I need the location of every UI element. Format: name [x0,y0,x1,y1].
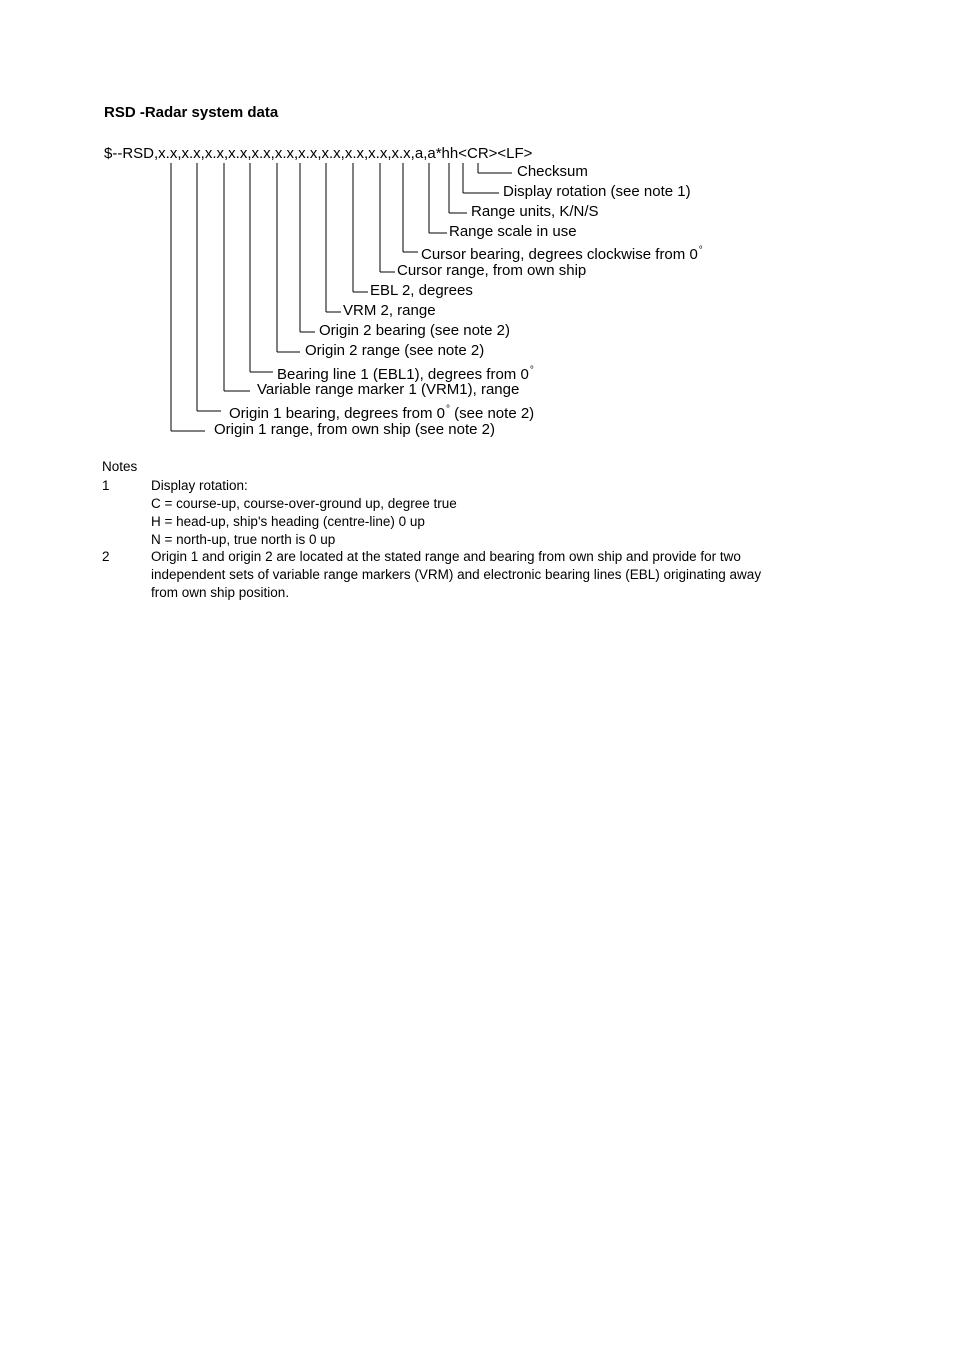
field-label [229,401,534,423]
page-title: RSD -Radar system data [104,104,279,121]
field-label-text: Cursor range, from own ship [397,262,587,279]
field-label [471,203,599,221]
field-label-text: Origin 1 range, from own ship (see note 2) [214,421,495,438]
degree-symbol: ° [698,245,703,256]
field-label-text: Origin 1 bearing, degrees from 0 [229,405,445,422]
field-label [397,262,586,280]
note-line: H = head-up, ship's heading (centre-line) 0 up [151,514,425,529]
field-label [257,381,519,399]
note-body [151,477,851,549]
field-label-tail: (see note 2) [449,405,535,422]
field-label-text: EBL 2, degrees [370,282,473,299]
note-number: 2 [102,549,110,564]
sentence-format: $--RSD,x.x,x.x,x.x,x.x,x.x,x.x,x.x,x.x,x.x,x.x,x.x,a,a*hh<CR><LF> [104,145,533,162]
note-line: Origin 1 and origin 2 are located at the stated range and bearing from own ship and provide for two [151,549,741,564]
field-label-text: VRM 2, range [343,302,436,319]
notes-heading: Notes [102,459,138,474]
field-label [370,282,473,300]
field-label-text: Cursor bearing, degrees clockwise from 0 [421,246,698,263]
field-label [319,322,510,340]
degree-symbol: ° [529,365,534,376]
field-label-text: Origin 2 range (see note 2) [305,342,485,359]
field-label-text: Variable range marker 1 (VRM1), range [257,381,520,398]
note-line: from own ship position. [151,585,290,600]
field-label [305,342,484,360]
degree-symbol: ° [445,404,450,415]
field-label [343,302,436,320]
field-label-text: Range scale in use [449,223,577,240]
note-body [151,548,851,602]
note-line: N = north-up, true north is 0 up [151,532,336,547]
note-line: independent sets of variable range markers (VRM) and electronic bearing lines (EBL) originating away [151,567,762,582]
field-label [214,421,495,439]
field-label-text: Origin 2 bearing (see note 2) [319,322,510,339]
field-label [517,163,588,181]
field-label [421,242,703,264]
field-label-text: Bearing line 1 (EBL1), degrees from 0 [277,366,529,383]
note-line: C = course-up, course-over-ground up, degree true [151,496,457,511]
note-number: 1 [102,478,110,493]
field-label [503,183,691,201]
field-label-text: Display rotation (see note 1) [503,183,691,200]
field-label-text: Checksum [517,163,588,180]
note-line: Display rotation: [151,478,248,493]
field-label-text: Range units, K/N/S [471,203,599,220]
field-label [449,223,577,241]
